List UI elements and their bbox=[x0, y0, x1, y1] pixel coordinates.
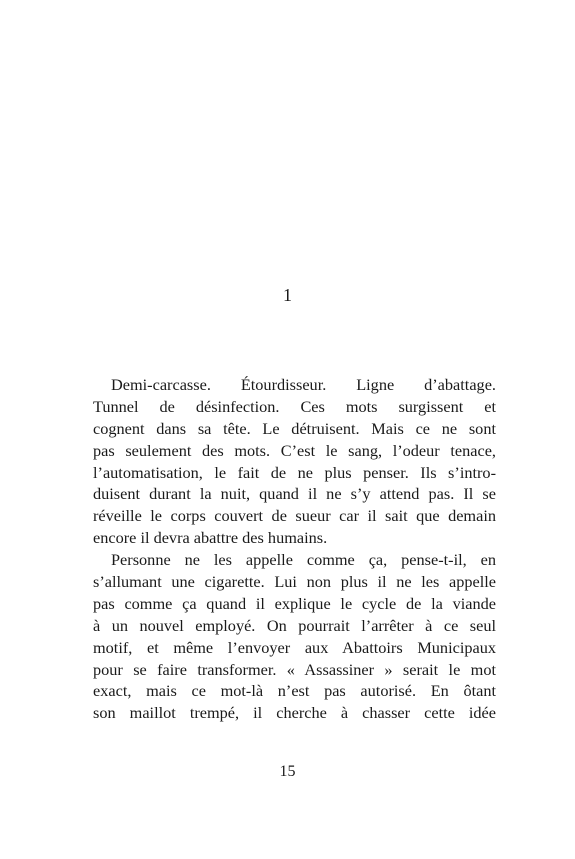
text-line: duisent durant la nuit, quand il ne s’y attend pas. Il se bbox=[93, 484, 496, 504]
text-line: exact, mais ce mot-là n’est pas autorisé. En ôtant bbox=[93, 681, 496, 701]
page-number: 15 bbox=[279, 763, 296, 780]
paragraph-1 bbox=[93, 374, 496, 549]
text-line: pour se faire transformer. « Assassiner » serait le mot bbox=[93, 659, 496, 679]
text-line: son maillot trempé, il cherche à chasser cette idée bbox=[93, 703, 496, 723]
text-line: pas seulement des mots. C’est le sang, l’odeur tenace, bbox=[93, 440, 496, 460]
text-line: l’automatisation, le fait de ne plus penser. Ils s’intro- bbox=[93, 462, 496, 482]
text-line: encore il devra abattre des humains. bbox=[93, 528, 328, 548]
text-line: cognent dans sa tête. Le détruisent. Mais ce ne sont bbox=[93, 418, 496, 438]
text-line: s’allumant une cigarette. Lui non plus il ne les appelle bbox=[93, 572, 496, 592]
text-line: pas comme ça quand il explique le cycle de la viande bbox=[93, 593, 496, 613]
text-line: motif, et même l’envoyer aux Abattoirs Municipaux bbox=[93, 637, 496, 657]
text-line: Demi-carcasse. Étourdisseur. Ligne d’abattage. bbox=[111, 375, 496, 394]
paragraph-2 bbox=[93, 549, 496, 724]
text-line: Personne ne les appelle comme ça, pense-t-il, en bbox=[111, 550, 496, 570]
text-line: réveille le corps couvert de sueur car il sait que demain bbox=[93, 506, 496, 526]
text-line: à un nouvel employé. On pourrait l’arrêter à ce seul bbox=[93, 615, 496, 635]
body-text bbox=[93, 374, 496, 724]
chapter-number: 1 bbox=[283, 285, 292, 305]
text-line: Tunnel de désinfection. Ces mots surgissent et bbox=[93, 396, 496, 416]
